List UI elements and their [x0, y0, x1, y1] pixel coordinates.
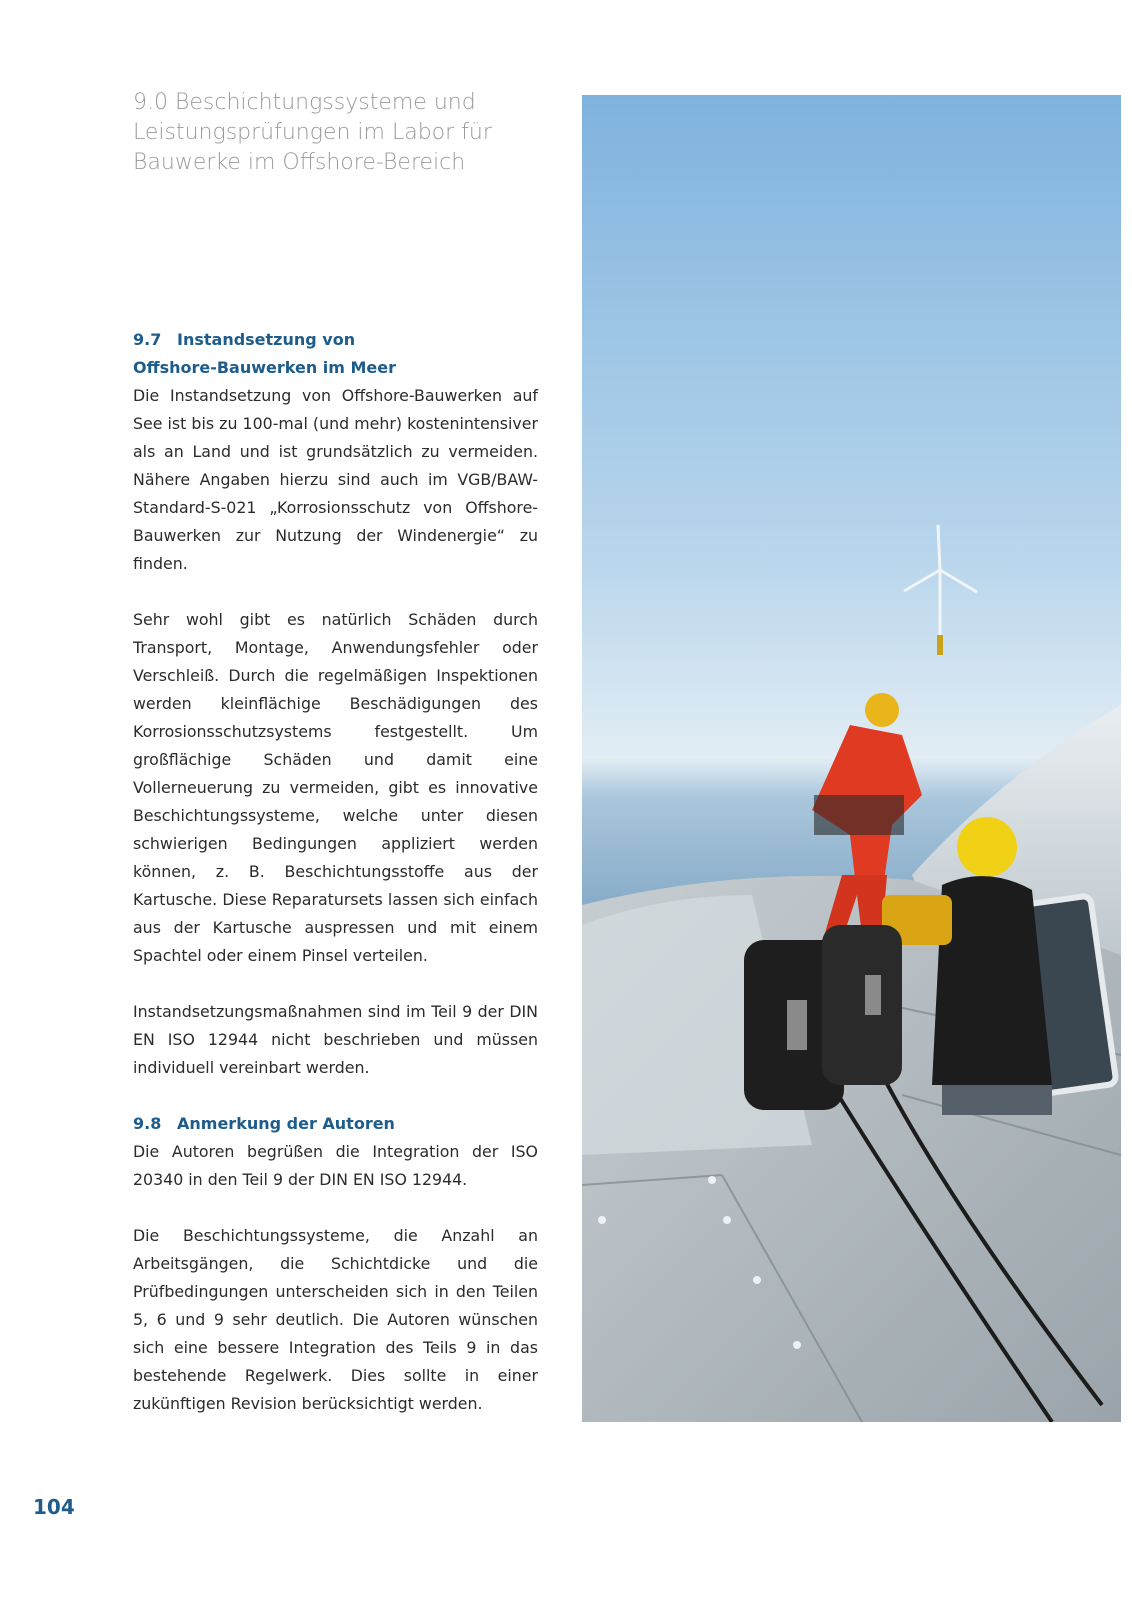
section-9-7-title-line-2: Offshore-Bauwerken im Meer [133, 358, 397, 377]
section-9-8-number: 9.8 [133, 1114, 162, 1133]
section-9-7-paragraph-3: Instandsetzungsmaßnahmen sind im Teil 9 der DIN EN ISO 12944 nicht beschrieben und müssen individuell vereinbart werden. [133, 1002, 538, 1077]
section-9-8-paragraph-2: Die Beschichtungssysteme, die Anzahl an Arbeitsgängen, die Schichtdicke und die Prüfbedingungen unterscheiden sich in den Teilen 5, 6 und 9 sehr deutlich. Die Autoren wünschen sich eine bessere Integration des Teils 9 in das bestehende Regelwerk. Dies sollte in einer zukünftigen Revision berücksichtigt werden. [133, 1226, 538, 1413]
chapter-title-line-3: Bauwerke im Offshore-Bereich [133, 150, 466, 175]
section-9-7-number: 9.7 [133, 330, 162, 349]
section-9-8-title: Anmerkung der Autoren [177, 1114, 395, 1133]
main-text-column [133, 326, 538, 1418]
chapter-title-line-2: Leistungsprüfungen im Labor für [133, 120, 492, 145]
section-9-7-paragraph-1: Die Instandsetzung von Offshore-Bauwerken auf See ist bis zu 100-mal (und mehr) kostenintensiver als an Land und ist grundsätzlich zu vermeiden. Nähere Angaben hierzu sind auch im VGB/BAW-Standard-S-021 „Korrosionsschutz von Offshore-Bauwerken zur Nutzung der Windenergie“ zu finden. [133, 386, 538, 573]
section-9-7-title-line-1: Instandsetzung von [177, 330, 356, 349]
chapter-title-line-1: 9.0 Beschichtungssysteme und [133, 90, 476, 115]
photo-illustration [582, 95, 1121, 1422]
section-9-8-paragraph-1: Die Autoren begrüßen die Integration der ISO 20340 in den Teil 9 der DIN EN ISO 12944. [133, 1142, 538, 1189]
chapter-title [133, 88, 553, 178]
section-9-8-heading [133, 1110, 538, 1138]
black-equipment-bags [744, 925, 902, 1110]
section-9-7-paragraph-2: Sehr wohl gibt es natürlich Schäden durch Transport, Montage, Anwendungsfehler oder Verschleiß. Durch die regelmäßigen Inspektionen werden kleinflächige Beschädigungen des Korrosionsschutzsystems festgestellt. Um großflächige Schäden und damit eine Vollerneuerung zu vermeiden, gibt es innovative Beschichtungssysteme, welche unter diesen schwierigen Bedingungen appliziert werden können, z. B. Beschichtungsstoffe aus der Kartusche. Diese Reparatursets lassen sich einfach aus der Kartusche auspressen und mit einem Spachtel oder einem Pinsel verteilen. [133, 610, 538, 965]
offshore-wind-turbine-photo [582, 95, 1121, 1422]
section-9-7-heading [133, 326, 538, 382]
page-number: 104 [33, 1495, 75, 1519]
